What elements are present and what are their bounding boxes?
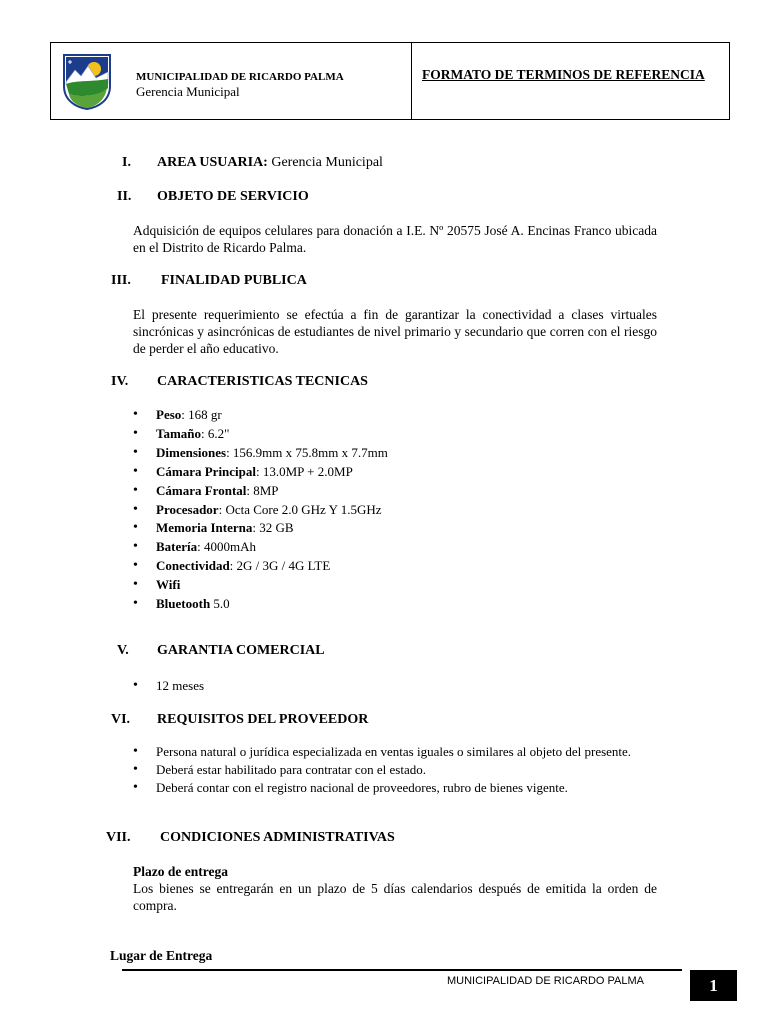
section-number: IV. (111, 374, 129, 389)
list-item: • Peso: 168 gr (133, 406, 657, 425)
section-title: CONDICIONES ADMINISTRATIVAS (160, 830, 395, 845)
page-number: 1 (690, 970, 737, 1001)
delivery-deadline-body: Los bienes se entregarán en un plazo de 5 días calendarios después de emitida la orden de compra. (133, 881, 657, 913)
list-item: • Tamaño: 6.2" (133, 425, 657, 444)
section-number: V. (117, 643, 129, 658)
list-item: • Batería: 4000mAh (133, 538, 657, 557)
section-ii-body: Adquisición de equipos celulares para donación a I.E. Nº 20575 José A. Encinas Franco ubicada en el Distrito de Ricardo Palma. (133, 223, 657, 255)
section-number: II. (117, 189, 132, 204)
header-left-cell (51, 43, 412, 119)
supplier-requirements-list (133, 743, 657, 797)
section-title: FINALIDAD PUBLICA (161, 273, 307, 288)
list-item: • Deberá estar habilitado para contratar con el estado. (133, 761, 657, 778)
section-title: CARACTERISTICAS TECNICAS (157, 374, 368, 389)
list-item: • Cámara Frontal: 8MP (133, 482, 657, 501)
document-header (50, 42, 730, 120)
section-value: Gerencia Municipal (267, 155, 383, 170)
section-title: AREA USUARIA: Gerencia Municipal (157, 155, 383, 170)
delivery-place-title: Lugar de Entrega (110, 948, 213, 963)
technical-specs-list (133, 406, 657, 614)
section-iii-body: El presente requerimiento se efectúa a fin de garantizar la conectividad a clases virtuales sincrónicas y asincrónicas de estudiantes de nivel primario y secundario que corren con el riesgo de perder el año educativo. (133, 307, 657, 356)
municipal-shield-logo-icon (61, 52, 113, 110)
list-item: • Wifi (133, 576, 657, 595)
warranty-list (133, 677, 657, 696)
list-item: • Persona natural o jurídica especializada en ventas iguales o similares al objeto del presente. (133, 743, 657, 760)
header-right-cell (412, 43, 729, 119)
list-item: • Cámara Principal: 13.0MP + 2.0MP (133, 463, 657, 482)
list-item: • Memoria Interna: 32 GB (133, 519, 657, 538)
section-title: GARANTIA COMERCIAL (157, 643, 325, 658)
section-title: REQUISITOS DEL PROVEEDOR (157, 712, 369, 727)
section-title: OBJETO DE SERVICIO (157, 189, 309, 204)
list-item: • Conectividad: 2G / 3G / 4G LTE (133, 557, 657, 576)
list-item: • Dimensiones: 156.9mm x 75.8mm x 7.7mm (133, 444, 657, 463)
section-number: I. (122, 155, 131, 170)
municipality-office: Gerencia Municipal (136, 84, 240, 99)
section-number: VI. (111, 712, 131, 727)
delivery-deadline-title: Plazo de entrega (133, 864, 228, 879)
section-number: VII. (106, 830, 131, 845)
list-item: • 12 meses (133, 677, 657, 696)
list-item: • Procesador: Octa Core 2.0 GHz Y 1.5GHz (133, 501, 657, 520)
list-item: • Deberá contar con el registro nacional de proveedores, rubro de bienes vigente. (133, 779, 657, 796)
format-title: FORMATO DE TERMINOS DE REFERENCIA (422, 67, 705, 82)
list-item: • Bluetooth 5.0 (133, 595, 657, 614)
footer-municipality: MUNICIPALIDAD DE RICARDO PALMA (447, 975, 645, 987)
municipality-name: MUNICIPALIDAD DE RICARDO PALMA (136, 71, 344, 83)
section-number: III. (111, 273, 131, 288)
footer-rule (122, 969, 682, 971)
